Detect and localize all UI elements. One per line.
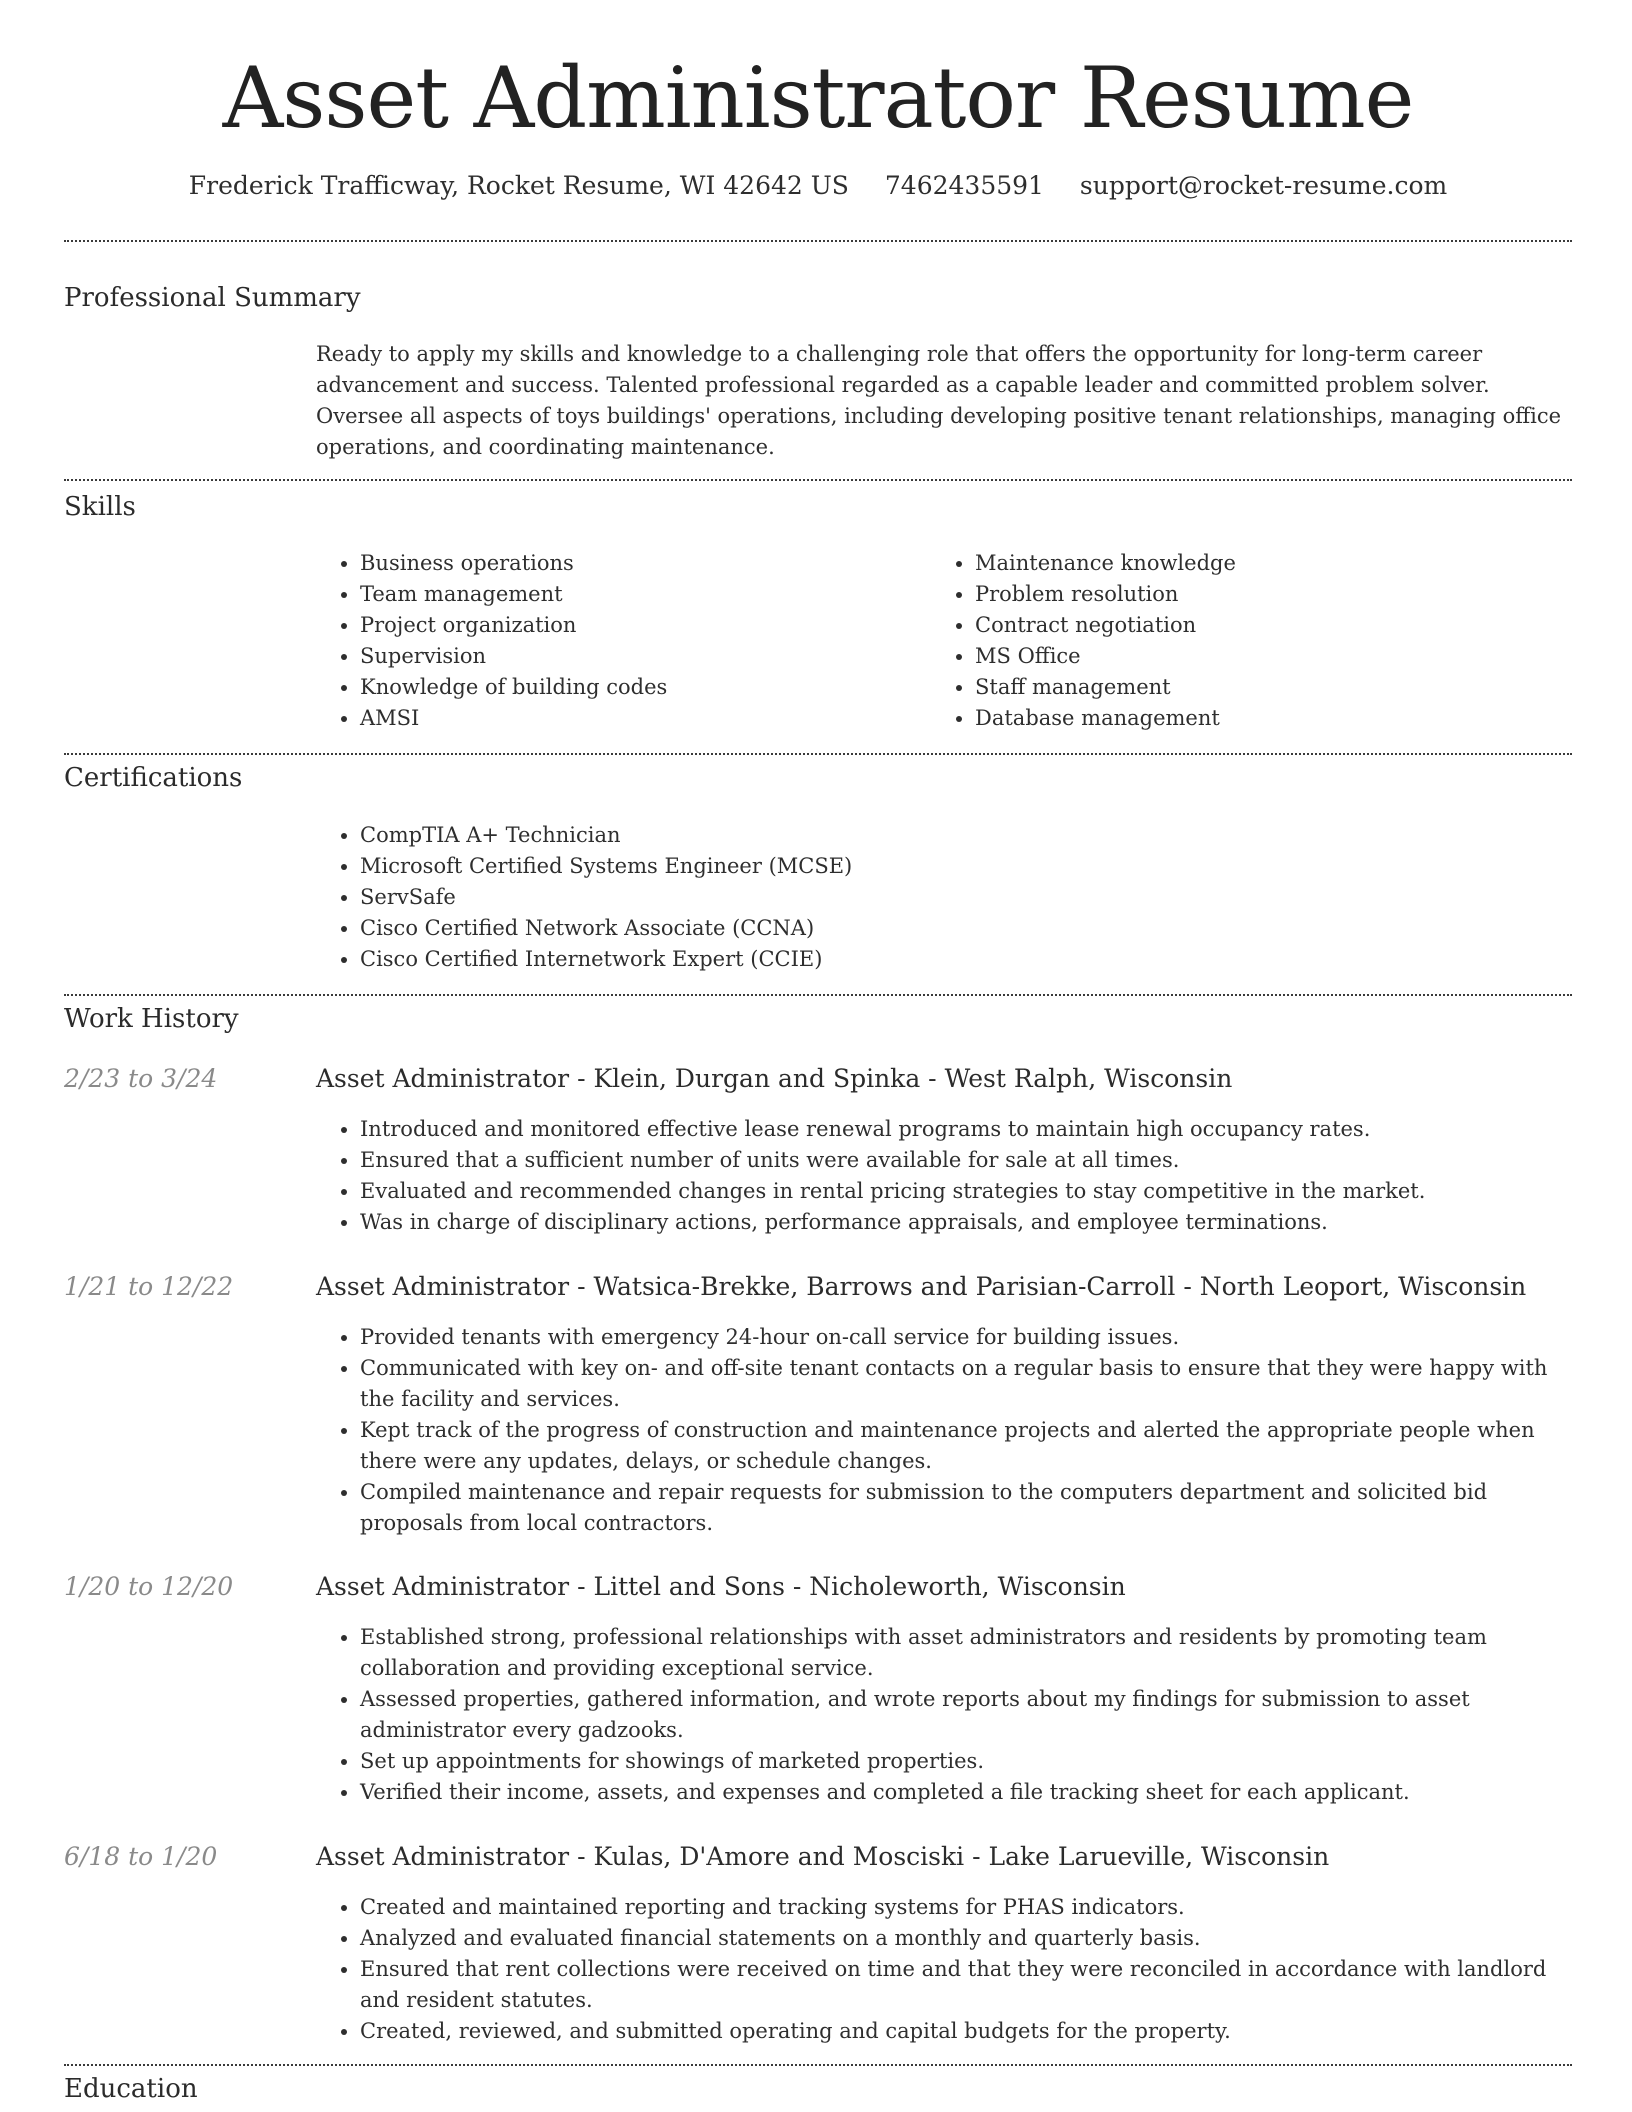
contact-email: support@rocket-resume.com — [1079, 171, 1448, 200]
certification-item: • Cisco Certified Network Associate (CCNA) — [360, 913, 1572, 944]
certification-item: • ServSafe — [360, 882, 1572, 913]
job-duty-item: • Verified their income, assets, and expenses and completed a file tracking sheet for each applicant. — [360, 1777, 1572, 1808]
job-title: Asset Administrator - Littel and Sons - Nicholeworth, Wisconsin — [316, 1572, 1126, 1601]
skill-item: • Maintenance knowledge — [975, 548, 1572, 579]
section-label-work-history: Work History — [64, 1004, 239, 1034]
job-duty-item: • Analyzed and evaluated financial statements on a monthly and quarterly basis. — [360, 1923, 1572, 1954]
skill-item: • Problem resolution — [975, 579, 1572, 610]
job-duty-item: • Ensured that rent collections were received on time and that they were reconciled in accordance with landlord and resident statutes. — [360, 1954, 1572, 2016]
contact-address: Frederick Trafficway, Rocket Resume, WI 42642 US — [188, 171, 849, 200]
skill-item: • Business operations — [360, 548, 926, 579]
skill-item: • Contract negotiation — [975, 610, 1572, 641]
skill-item: • Knowledge of building codes — [360, 672, 926, 703]
job-dates: 2/23 to 3/24 — [64, 1064, 218, 1093]
skill-item: • Supervision — [360, 641, 926, 672]
job-duty-item: • Set up appointments for showings of marketed properties. — [360, 1746, 1572, 1777]
certifications-list — [316, 820, 1572, 975]
job-duties — [316, 1892, 1572, 2047]
divider — [64, 479, 1572, 481]
job-duty-item: • Provided tenants with emergency 24-hour on-call service for building issues. — [360, 1322, 1572, 1353]
summary-text: Ready to apply my skills and knowledge to a challenging role that offers the opportunity for long-term career advancement and success. Talented professional regarded as a capable leader and committed problem solver. Oversee all aspects of toys buildings' operations, including developing positive tenant relationships, managing office operations, and coordinating maintenance. — [316, 342, 1562, 459]
contact-phone: 7462435591 — [884, 171, 1044, 200]
job-duty-item: • Created and maintained reporting and tracking systems for PHAS indicators. — [360, 1892, 1572, 1923]
certification-item: • Cisco Certified Internetwork Expert (CCIE) — [360, 944, 1572, 975]
job-title: Asset Administrator - Kulas, D'Amore and Mosciski - Lake Larueville, Wisconsin — [316, 1842, 1330, 1871]
job-title: Asset Administrator - Watsica-Brekke, Barrows and Parisian-Carroll - North Leoport, Wisconsin — [316, 1272, 1527, 1301]
job-duties — [316, 1622, 1572, 1808]
certification-item: • Microsoft Certified Systems Engineer (MCSE) — [360, 851, 1572, 882]
job-duty-item: • Communicated with key on- and off-site tenant contacts on a regular basis to ensure that they were happy with the facility and services. — [360, 1353, 1572, 1415]
section-label-skills: Skills — [64, 492, 136, 522]
certification-item: • CompTIA A+ Technician — [360, 820, 1572, 851]
skills-column-right — [931, 548, 1572, 734]
job-duty-item: • Ensured that a sufficient number of units were available for sale at all times. — [360, 1145, 1572, 1176]
skill-item: • AMSI — [360, 703, 926, 734]
skill-item: • Staff management — [975, 672, 1572, 703]
job-dates: 6/18 to 1/20 — [64, 1842, 218, 1871]
job-duty-item: • Assessed properties, gathered information, and wrote reports about my findings for submission to asset administrator every gadzooks. — [360, 1684, 1572, 1746]
skills-column-left — [316, 548, 926, 734]
skill-item: • Database management — [975, 703, 1572, 734]
job-duty-item: • Compiled maintenance and repair requests for submission to the computers department and solicited bid proposals from local contractors. — [360, 1477, 1572, 1539]
job-duty-item: • Evaluated and recommended changes in rental pricing strategies to stay competitive in the market. — [360, 1176, 1572, 1207]
job-dates: 1/21 to 12/22 — [64, 1272, 234, 1301]
contact-line — [64, 171, 1572, 200]
section-label-summary: Professional Summary — [64, 283, 361, 313]
job-duty-item: • Created, reviewed, and submitted operating and capital budgets for the property. — [360, 2016, 1572, 2047]
job-duty-item: • Was in charge of disciplinary actions, performance appraisals, and employee terminations. — [360, 1207, 1572, 1238]
skill-item: • Team management — [360, 579, 926, 610]
job-duty-item: • Kept track of the progress of construction and maintenance projects and alerted the appropriate people when there were any updates, delays, or schedule changes. — [360, 1415, 1572, 1477]
section-label-certifications: Certifications — [64, 763, 243, 793]
skill-item: • Project organization — [360, 610, 926, 641]
job-dates: 1/20 to 12/20 — [64, 1572, 234, 1601]
divider — [64, 240, 1572, 242]
job-duties — [316, 1114, 1572, 1238]
skill-item: • MS Office — [975, 641, 1572, 672]
job-duty-item: • Established strong, professional relationships with asset administrators and residents by promoting team collaboration and providing exceptional service. — [360, 1622, 1572, 1684]
page-title: Asset Administrator Resume — [222, 49, 1414, 147]
divider — [64, 753, 1572, 755]
divider — [64, 994, 1572, 996]
divider — [64, 2064, 1572, 2066]
job-duty-item: • Introduced and monitored effective lease renewal programs to maintain high occupancy rates. — [360, 1114, 1572, 1145]
section-label-education: Education — [64, 2074, 198, 2104]
job-duties — [316, 1322, 1572, 1539]
job-title: Asset Administrator - Klein, Durgan and Spinka - West Ralph, Wisconsin — [316, 1064, 1233, 1093]
